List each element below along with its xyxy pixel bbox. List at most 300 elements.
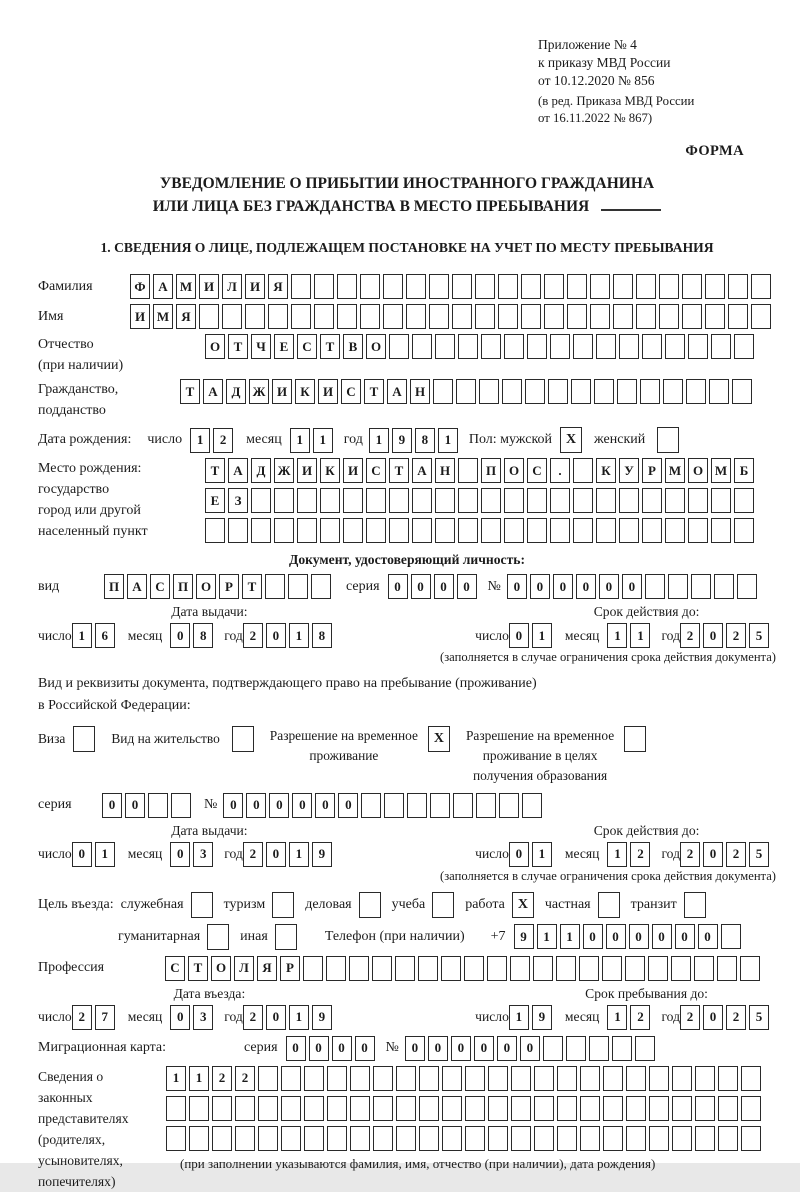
char-cell[interactable] (522, 793, 542, 818)
char-cell[interactable]: 0 (246, 793, 266, 818)
char-cell[interactable]: 0 (703, 623, 723, 648)
char-cell[interactable] (419, 1096, 439, 1121)
char-cell[interactable]: Ж (274, 458, 294, 483)
char-cell[interactable]: 1 (630, 623, 650, 648)
char-cell[interactable] (580, 1066, 600, 1091)
char-cell[interactable] (543, 1036, 563, 1061)
purpose-private-checkbox[interactable] (598, 892, 620, 918)
char-cell[interactable]: А (203, 379, 223, 404)
char-cell[interactable]: 0 (266, 842, 286, 867)
char-cell[interactable]: Р (219, 574, 239, 599)
char-cell[interactable] (527, 518, 547, 543)
char-cell[interactable] (596, 518, 616, 543)
char-cell[interactable] (550, 334, 570, 359)
char-cell[interactable] (228, 518, 248, 543)
char-cell[interactable] (291, 274, 311, 299)
char-cell[interactable]: 0 (474, 1036, 494, 1061)
char-cell[interactable] (665, 488, 685, 513)
char-cell[interactable]: 1 (607, 1005, 627, 1030)
char-cell[interactable]: 0 (332, 1036, 352, 1061)
char-cell[interactable] (548, 379, 568, 404)
char-cell[interactable]: 0 (507, 574, 527, 599)
residence-number-input[interactable] (223, 793, 545, 818)
char-cell[interactable] (734, 518, 754, 543)
char-cell[interactable]: 2 (680, 623, 700, 648)
char-cell[interactable]: И (130, 304, 150, 329)
char-cell[interactable] (412, 488, 432, 513)
char-cell[interactable] (499, 793, 519, 818)
char-cell[interactable]: А (387, 379, 407, 404)
residence-valid-year-input[interactable] (680, 842, 772, 867)
char-cell[interactable]: 2 (726, 842, 746, 867)
char-cell[interactable] (235, 1096, 255, 1121)
char-cell[interactable]: О (504, 458, 524, 483)
char-cell[interactable]: 5 (749, 1005, 769, 1030)
char-cell[interactable] (740, 956, 760, 981)
char-cell[interactable] (695, 1126, 715, 1151)
char-cell[interactable] (672, 1096, 692, 1121)
char-cell[interactable] (222, 304, 242, 329)
char-cell[interactable]: 1 (607, 623, 627, 648)
char-cell[interactable] (418, 956, 438, 981)
char-cell[interactable] (343, 518, 363, 543)
char-cell[interactable] (372, 956, 392, 981)
residence-series-input[interactable] (102, 793, 194, 818)
char-cell[interactable]: 2 (630, 1005, 650, 1030)
char-cell[interactable] (166, 1126, 186, 1151)
birth-year-input[interactable] (369, 428, 461, 453)
char-cell[interactable]: 0 (309, 1036, 329, 1061)
char-cell[interactable] (590, 274, 610, 299)
char-cell[interactable] (717, 956, 737, 981)
birth-place-row-2[interactable] (205, 488, 757, 513)
char-cell[interactable] (596, 334, 616, 359)
char-cell[interactable] (718, 1066, 738, 1091)
entry-year-input[interactable] (243, 1005, 335, 1030)
char-cell[interactable] (510, 956, 530, 981)
char-cell[interactable] (389, 488, 409, 513)
char-cell[interactable] (297, 518, 317, 543)
char-cell[interactable]: 2 (72, 1005, 92, 1030)
char-cell[interactable] (481, 488, 501, 513)
char-cell[interactable]: 0 (292, 793, 312, 818)
char-cell[interactable] (640, 379, 660, 404)
char-cell[interactable] (691, 574, 711, 599)
char-cell[interactable] (458, 488, 478, 513)
char-cell[interactable]: 1 (313, 428, 333, 453)
char-cell[interactable] (645, 574, 665, 599)
char-cell[interactable]: 1 (289, 1005, 309, 1030)
valid-month-input[interactable] (607, 623, 653, 648)
char-cell[interactable]: 0 (509, 623, 529, 648)
char-cell[interactable]: З (228, 488, 248, 513)
char-cell[interactable] (659, 304, 679, 329)
citizenship-input[interactable] (180, 379, 755, 404)
char-cell[interactable]: С (150, 574, 170, 599)
char-cell[interactable] (544, 274, 564, 299)
char-cell[interactable] (728, 274, 748, 299)
char-cell[interactable]: Н (410, 379, 430, 404)
purpose-study-checkbox[interactable] (432, 892, 454, 918)
char-cell[interactable] (327, 1066, 347, 1091)
char-cell[interactable] (274, 518, 294, 543)
char-cell[interactable] (626, 1066, 646, 1091)
char-cell[interactable] (511, 1126, 531, 1151)
char-cell[interactable] (326, 956, 346, 981)
char-cell[interactable] (734, 488, 754, 513)
doc-series-input[interactable] (388, 574, 480, 599)
char-cell[interactable]: 2 (213, 428, 233, 453)
char-cell[interactable] (557, 1096, 577, 1121)
char-cell[interactable] (412, 334, 432, 359)
char-cell[interactable] (419, 1126, 439, 1151)
char-cell[interactable] (433, 379, 453, 404)
char-cell[interactable]: С (527, 458, 547, 483)
stay-month-input[interactable] (607, 1005, 653, 1030)
char-cell[interactable]: 0 (266, 1005, 286, 1030)
char-cell[interactable] (556, 956, 576, 981)
char-cell[interactable] (714, 574, 734, 599)
char-cell[interactable] (602, 956, 622, 981)
char-cell[interactable]: И (318, 379, 338, 404)
char-cell[interactable]: 0 (576, 574, 596, 599)
char-cell[interactable] (688, 518, 708, 543)
char-cell[interactable]: 1 (290, 428, 310, 453)
char-cell[interactable] (442, 1126, 462, 1151)
char-cell[interactable]: 0 (315, 793, 335, 818)
char-cell[interactable]: Е (274, 334, 294, 359)
char-cell[interactable]: 0 (606, 924, 626, 949)
char-cell[interactable] (314, 274, 334, 299)
representatives-row-1[interactable] (166, 1066, 764, 1091)
char-cell[interactable] (642, 518, 662, 543)
char-cell[interactable] (613, 274, 633, 299)
char-cell[interactable] (396, 1066, 416, 1091)
profession-input[interactable] (165, 956, 763, 981)
char-cell[interactable] (361, 793, 381, 818)
char-cell[interactable] (573, 488, 593, 513)
char-cell[interactable]: 0 (703, 842, 723, 867)
char-cell[interactable]: 0 (266, 623, 286, 648)
entry-day-input[interactable] (72, 1005, 118, 1030)
char-cell[interactable] (389, 518, 409, 543)
char-cell[interactable] (327, 1126, 347, 1151)
char-cell[interactable]: Б (734, 458, 754, 483)
char-cell[interactable] (395, 956, 415, 981)
char-cell[interactable]: 0 (72, 842, 92, 867)
char-cell[interactable] (688, 334, 708, 359)
char-cell[interactable] (603, 1096, 623, 1121)
char-cell[interactable]: 1 (369, 428, 389, 453)
char-cell[interactable]: С (297, 334, 317, 359)
char-cell[interactable] (481, 518, 501, 543)
char-cell[interactable]: 0 (405, 1036, 425, 1061)
temp-residence-checkbox[interactable]: X (428, 726, 450, 752)
char-cell[interactable]: М (665, 458, 685, 483)
char-cell[interactable] (373, 1066, 393, 1091)
char-cell[interactable] (550, 518, 570, 543)
char-cell[interactable] (350, 1126, 370, 1151)
char-cell[interactable] (435, 488, 455, 513)
char-cell[interactable] (291, 304, 311, 329)
char-cell[interactable] (488, 1126, 508, 1151)
char-cell[interactable] (573, 334, 593, 359)
char-cell[interactable] (281, 1066, 301, 1091)
purpose-transit-checkbox[interactable] (684, 892, 706, 918)
char-cell[interactable]: Л (234, 956, 254, 981)
char-cell[interactable] (435, 518, 455, 543)
char-cell[interactable]: 9 (312, 1005, 332, 1030)
char-cell[interactable] (314, 304, 334, 329)
char-cell[interactable]: 2 (243, 842, 263, 867)
char-cell[interactable]: 0 (338, 793, 358, 818)
char-cell[interactable] (148, 793, 168, 818)
char-cell[interactable]: 3 (193, 1005, 213, 1030)
char-cell[interactable] (711, 488, 731, 513)
char-cell[interactable]: С (366, 458, 386, 483)
char-cell[interactable] (297, 488, 317, 513)
char-cell[interactable]: А (412, 458, 432, 483)
purpose-humanitarian-checkbox[interactable] (207, 924, 229, 950)
char-cell[interactable] (521, 274, 541, 299)
char-cell[interactable] (235, 1126, 255, 1151)
char-cell[interactable]: П (104, 574, 124, 599)
char-cell[interactable] (511, 1096, 531, 1121)
char-cell[interactable]: Р (280, 956, 300, 981)
char-cell[interactable] (320, 518, 340, 543)
char-cell[interactable] (617, 379, 637, 404)
char-cell[interactable]: В (343, 334, 363, 359)
char-cell[interactable]: Я (268, 274, 288, 299)
char-cell[interactable] (465, 1126, 485, 1151)
char-cell[interactable] (527, 488, 547, 513)
char-cell[interactable] (458, 458, 478, 483)
char-cell[interactable]: О (366, 334, 386, 359)
char-cell[interactable] (636, 304, 656, 329)
migration-number-input[interactable] (405, 1036, 658, 1061)
char-cell[interactable] (337, 304, 357, 329)
char-cell[interactable]: Т (364, 379, 384, 404)
char-cell[interactable] (251, 488, 271, 513)
char-cell[interactable]: Д (226, 379, 246, 404)
char-cell[interactable] (366, 488, 386, 513)
char-cell[interactable]: Т (205, 458, 225, 483)
char-cell[interactable] (406, 304, 426, 329)
char-cell[interactable] (734, 334, 754, 359)
char-cell[interactable] (166, 1096, 186, 1121)
char-cell[interactable]: 1 (166, 1066, 186, 1091)
char-cell[interactable] (488, 1066, 508, 1091)
char-cell[interactable] (350, 1096, 370, 1121)
char-cell[interactable] (429, 274, 449, 299)
char-cell[interactable] (557, 1066, 577, 1091)
char-cell[interactable] (189, 1126, 209, 1151)
char-cell[interactable]: А (127, 574, 147, 599)
char-cell[interactable]: И (297, 458, 317, 483)
char-cell[interactable] (705, 274, 725, 299)
char-cell[interactable] (642, 334, 662, 359)
stay-day-input[interactable] (509, 1005, 555, 1030)
char-cell[interactable] (288, 574, 308, 599)
doc-kind-input[interactable] (104, 574, 334, 599)
char-cell[interactable] (389, 334, 409, 359)
char-cell[interactable] (534, 1096, 554, 1121)
char-cell[interactable] (544, 304, 564, 329)
char-cell[interactable] (534, 1066, 554, 1091)
char-cell[interactable] (682, 274, 702, 299)
char-cell[interactable] (373, 1126, 393, 1151)
char-cell[interactable]: 1 (289, 842, 309, 867)
char-cell[interactable]: 1 (532, 842, 552, 867)
char-cell[interactable]: 0 (520, 1036, 540, 1061)
char-cell[interactable] (476, 793, 496, 818)
char-cell[interactable] (649, 1096, 669, 1121)
char-cell[interactable]: 2 (726, 1005, 746, 1030)
residence-valid-month-input[interactable] (607, 842, 653, 867)
char-cell[interactable]: 5 (749, 623, 769, 648)
char-cell[interactable] (383, 274, 403, 299)
char-cell[interactable]: 9 (532, 1005, 552, 1030)
char-cell[interactable] (566, 1036, 586, 1061)
char-cell[interactable] (619, 518, 639, 543)
char-cell[interactable]: 1 (607, 842, 627, 867)
char-cell[interactable]: 0 (451, 1036, 471, 1061)
char-cell[interactable] (672, 1126, 692, 1151)
char-cell[interactable]: О (205, 334, 225, 359)
char-cell[interactable] (265, 574, 285, 599)
char-cell[interactable] (573, 518, 593, 543)
char-cell[interactable] (281, 1096, 301, 1121)
char-cell[interactable]: Т (320, 334, 340, 359)
char-cell[interactable]: М (711, 458, 731, 483)
char-cell[interactable] (487, 956, 507, 981)
char-cell[interactable] (579, 956, 599, 981)
char-cell[interactable]: 1 (72, 623, 92, 648)
char-cell[interactable] (258, 1096, 278, 1121)
char-cell[interactable]: И (245, 274, 265, 299)
char-cell[interactable] (327, 1096, 347, 1121)
purpose-tourism-checkbox[interactable] (272, 892, 294, 918)
char-cell[interactable]: 0 (286, 1036, 306, 1061)
char-cell[interactable] (360, 304, 380, 329)
char-cell[interactable] (504, 334, 524, 359)
char-cell[interactable]: Ж (249, 379, 269, 404)
patronymic-input[interactable] (205, 334, 757, 359)
char-cell[interactable]: У (619, 458, 639, 483)
char-cell[interactable] (732, 379, 752, 404)
char-cell[interactable]: 0 (223, 793, 243, 818)
char-cell[interactable]: 0 (553, 574, 573, 599)
char-cell[interactable] (589, 1036, 609, 1061)
char-cell[interactable]: 8 (415, 428, 435, 453)
char-cell[interactable] (612, 1036, 632, 1061)
birth-month-input[interactable] (290, 428, 336, 453)
char-cell[interactable] (649, 1066, 669, 1091)
char-cell[interactable] (741, 1126, 761, 1151)
char-cell[interactable] (481, 334, 501, 359)
char-cell[interactable] (671, 956, 691, 981)
char-cell[interactable] (557, 1126, 577, 1151)
char-cell[interactable] (665, 334, 685, 359)
char-cell[interactable]: 0 (170, 842, 190, 867)
char-cell[interactable]: Т (389, 458, 409, 483)
char-cell[interactable] (458, 518, 478, 543)
char-cell[interactable]: 0 (434, 574, 454, 599)
char-cell[interactable]: 1 (189, 1066, 209, 1091)
char-cell[interactable]: О (196, 574, 216, 599)
char-cell[interactable]: 0 (698, 924, 718, 949)
char-cell[interactable] (594, 379, 614, 404)
char-cell[interactable] (320, 488, 340, 513)
char-cell[interactable]: 6 (95, 623, 115, 648)
char-cell[interactable] (430, 793, 450, 818)
char-cell[interactable] (694, 956, 714, 981)
issue-month-input[interactable] (170, 623, 216, 648)
char-cell[interactable]: 2 (680, 1005, 700, 1030)
char-cell[interactable]: А (153, 274, 173, 299)
char-cell[interactable] (281, 1126, 301, 1151)
char-cell[interactable] (663, 379, 683, 404)
char-cell[interactable] (603, 1066, 623, 1091)
char-cell[interactable] (525, 379, 545, 404)
char-cell[interactable] (533, 956, 553, 981)
char-cell[interactable]: 1 (532, 623, 552, 648)
char-cell[interactable] (573, 458, 593, 483)
char-cell[interactable] (672, 1066, 692, 1091)
char-cell[interactable]: . (550, 458, 570, 483)
sex-male-checkbox[interactable]: X (560, 427, 582, 453)
char-cell[interactable] (251, 518, 271, 543)
char-cell[interactable]: 0 (497, 1036, 517, 1061)
char-cell[interactable] (479, 379, 499, 404)
char-cell[interactable]: 0 (355, 1036, 375, 1061)
char-cell[interactable] (635, 1036, 655, 1061)
char-cell[interactable] (682, 304, 702, 329)
char-cell[interactable]: 5 (749, 842, 769, 867)
char-cell[interactable]: И (343, 458, 363, 483)
char-cell[interactable] (366, 518, 386, 543)
char-cell[interactable] (527, 334, 547, 359)
char-cell[interactable] (688, 488, 708, 513)
char-cell[interactable] (625, 956, 645, 981)
char-cell[interactable] (504, 488, 524, 513)
char-cell[interactable] (412, 518, 432, 543)
char-cell[interactable]: К (596, 458, 616, 483)
char-cell[interactable] (268, 304, 288, 329)
entry-month-input[interactable] (170, 1005, 216, 1030)
char-cell[interactable]: Д (251, 458, 271, 483)
char-cell[interactable] (511, 1066, 531, 1091)
char-cell[interactable]: 0 (125, 793, 145, 818)
char-cell[interactable] (648, 956, 668, 981)
char-cell[interactable] (406, 274, 426, 299)
char-cell[interactable] (502, 379, 522, 404)
char-cell[interactable] (619, 334, 639, 359)
char-cell[interactable] (498, 304, 518, 329)
char-cell[interactable] (464, 956, 484, 981)
valid-day-input[interactable] (509, 623, 555, 648)
purpose-official-checkbox[interactable] (191, 892, 213, 918)
char-cell[interactable]: 0 (428, 1036, 448, 1061)
char-cell[interactable]: П (481, 458, 501, 483)
char-cell[interactable]: 0 (675, 924, 695, 949)
char-cell[interactable] (521, 304, 541, 329)
char-cell[interactable] (360, 274, 380, 299)
char-cell[interactable]: С (165, 956, 185, 981)
char-cell[interactable]: Т (188, 956, 208, 981)
char-cell[interactable] (349, 956, 369, 981)
birth-place-row-3[interactable] (205, 518, 757, 543)
